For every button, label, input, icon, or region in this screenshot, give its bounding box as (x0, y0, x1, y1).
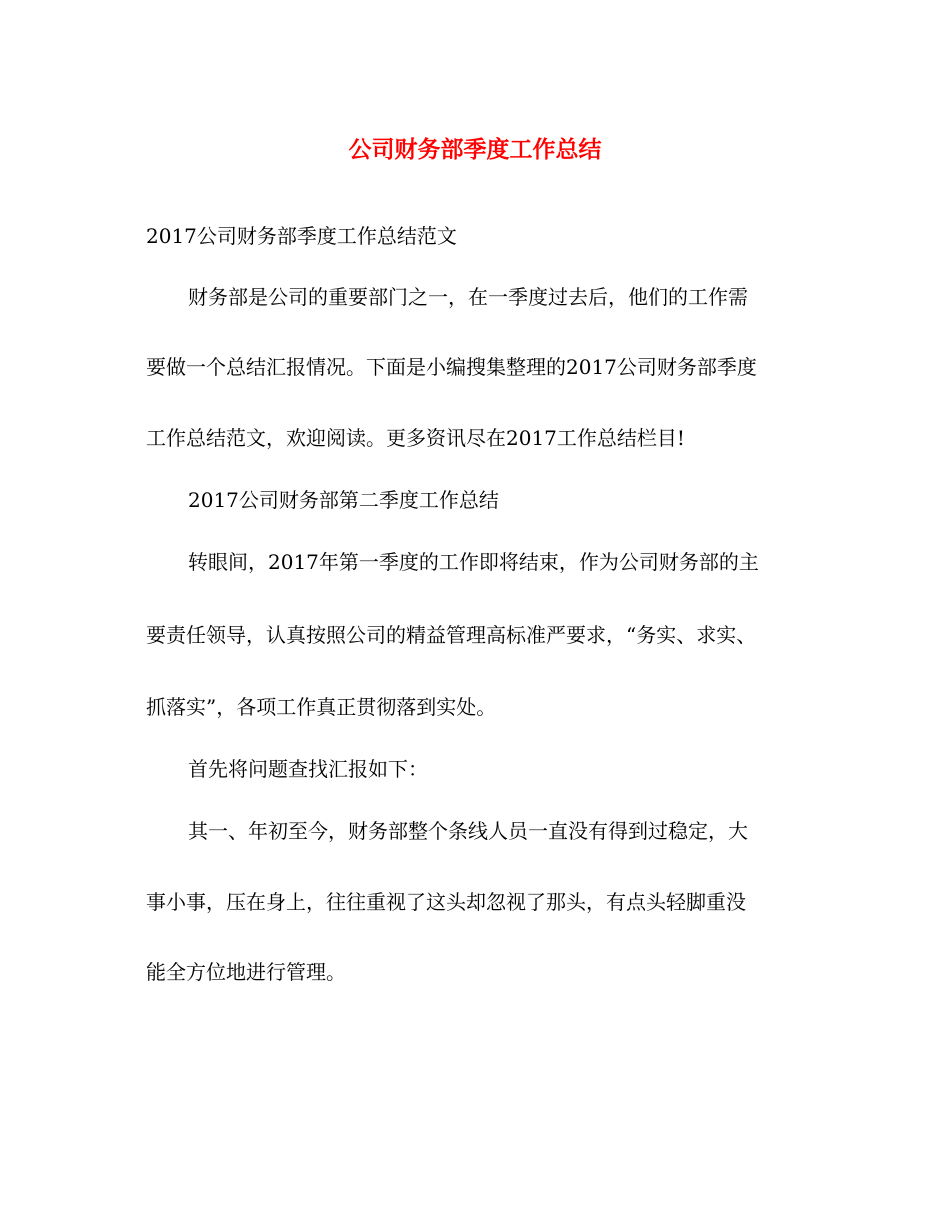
paragraph-line: 转眼间，2017年第一季度的工作即将结束，作为公司财务部的主 (188, 550, 759, 574)
paragraph-line: 其一、年初至今，财务部整个条线人员一直没有得到过稳定，大 (188, 819, 748, 843)
paragraph-line: 要责任领导，认真按照公司的精益管理高标准严要求，“务实、求实、 (146, 623, 757, 647)
document-subtitle: 2017公司财务部季度工作总结范文 (146, 224, 457, 248)
paragraph-line: 财务部是公司的重要部门之一，在一季度过去后，他们的工作需 (188, 285, 748, 309)
paragraph-line: 要做一个总结汇报情况。下面是小编搜集整理的2017公司财务部季度 (146, 355, 757, 379)
paragraph-line: 事小事，压在身上，往往重视了这头却忽视了那头，有点头轻脚重没 (146, 890, 746, 914)
paragraph-line: 能全方位地进行管理。 (146, 960, 346, 984)
section-heading: 2017公司财务部第二季度工作总结 (188, 488, 499, 512)
document-title: 公司财务部季度工作总结 (348, 136, 602, 163)
paragraph-line: 工作总结范文，欢迎阅读。更多资讯尽在2017工作总结栏目! (146, 426, 685, 450)
paragraph-line: 首先将问题查找汇报如下： (188, 757, 428, 781)
paragraph-line: 抓落实”，各项工作真正贯彻落到实处。 (146, 695, 497, 719)
